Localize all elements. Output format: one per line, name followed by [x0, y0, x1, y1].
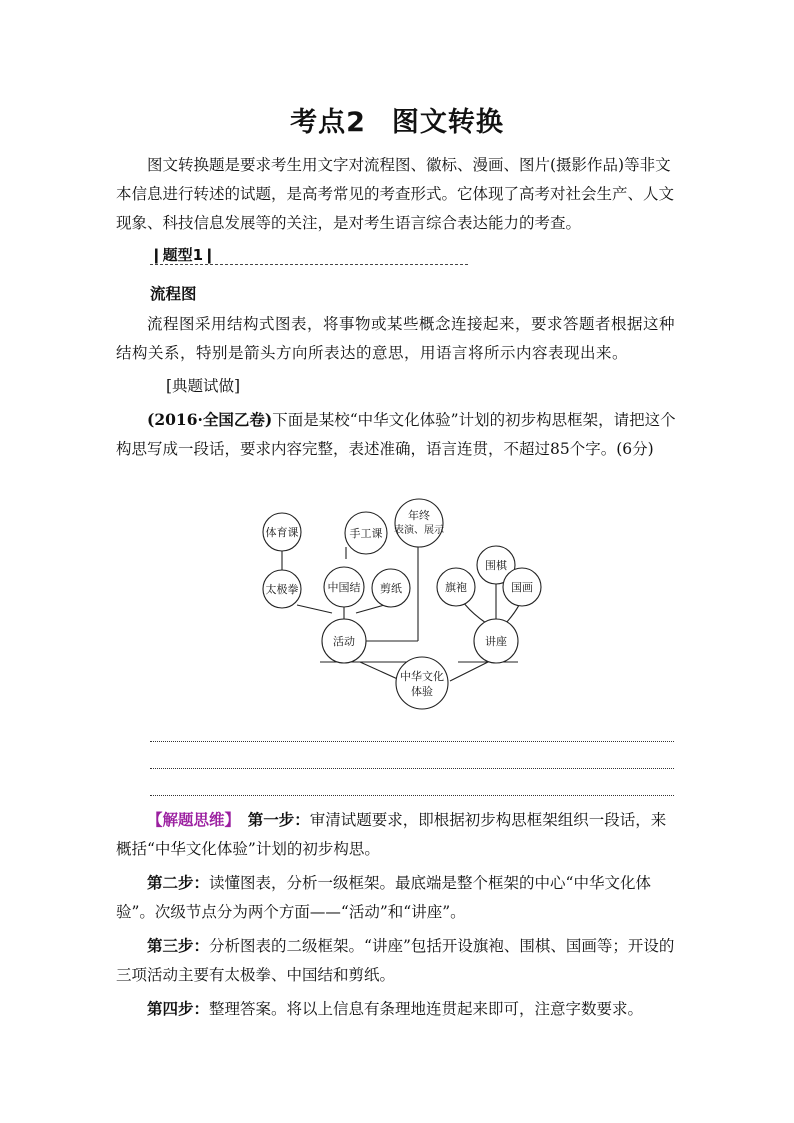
- branch-activity-taiji: [297, 605, 332, 613]
- analysis-step1: [116, 805, 676, 864]
- label-yearend-2: 表演、展示: [394, 525, 444, 536]
- step2-label: 第二步：: [147, 873, 210, 892]
- label-taiji: 太极拳: [265, 583, 299, 596]
- type-tag: ❙题型1❙: [150, 246, 216, 264]
- label-lecture: 讲座: [485, 635, 507, 648]
- label-pe: 体育课: [265, 526, 299, 539]
- label-craft: 手工课: [349, 527, 383, 540]
- analysis-step2: [116, 868, 676, 927]
- label-papercut: 剪纸: [380, 582, 402, 595]
- analysis-step4: [116, 994, 676, 1024]
- root-left-branch: [360, 662, 402, 681]
- question-text: 下面是某校“中华文化体验”计划的初步构思框架，请把这个构思写成一段话，要求内容完整，表述准确，语言连贯，不超过85个字。(6分): [116, 411, 676, 458]
- root-right-branch: [450, 662, 488, 681]
- example-label: [典题试做]: [166, 377, 241, 395]
- tag-divider: [150, 264, 468, 265]
- node-yearend: [395, 499, 443, 547]
- question: [116, 405, 676, 464]
- label-knot: 中国结: [327, 581, 361, 594]
- analysis-step3: [116, 931, 676, 990]
- title-number: 考点2: [290, 107, 366, 138]
- step3-label: 第三步：: [147, 936, 210, 955]
- label-activity: 活动: [333, 635, 355, 648]
- question-source: (2016·全国乙卷): [147, 410, 273, 429]
- step3-text: 分析图表的二级框架。“讲座”包括开设旗袍、围棋、国画等；开设的三项活动主要有太极拳、中国结和剪纸。: [116, 937, 675, 984]
- step2-text: 读懂图表，分析一级框架。最底端是整个框架的中心“中华文化体验”。次级节点分为两个方面——“活动”和“讲座”。: [116, 874, 651, 921]
- section-description: 流程图采用结构式图表，将事物或某些概念连接起来，要求答题者根据这种结构关系，特别是箭头方向所表达的意思，用语言将所示内容表现出来。: [116, 315, 676, 362]
- step4-text: 整理答案。将以上信息有条理地连贯起来即可，注意字数要求。: [209, 1000, 644, 1018]
- answer-line-1[interactable]: [150, 741, 674, 742]
- label-yearend-1: 年终: [408, 509, 430, 522]
- label-root-1: 中华文化: [400, 670, 444, 683]
- label-root-2: 体验: [411, 685, 433, 698]
- answer-line-3[interactable]: [150, 795, 674, 796]
- page-title: [0, 100, 794, 139]
- label-qipao: 旗袍: [445, 581, 467, 594]
- framework-diagram: [260, 495, 533, 715]
- label-guohua: 国画: [511, 581, 533, 594]
- label-weiqi: 围棋: [485, 559, 507, 572]
- step1-label: 第一步：: [247, 810, 310, 829]
- analysis-label: 【解题思维】: [147, 810, 233, 829]
- intro-paragraph: 图文转换题是要求考生用文字对流程图、徽标、漫画、图片(摄影作品)等非文本信息进行转述的试题，是高考常见的考查形式。它体现了高考对社会生产、人文现象、科技信息发展等的关注，是对考生语言综合表达能力的考查。: [116, 156, 675, 232]
- section-heading: 流程图: [150, 284, 197, 303]
- step1-text: 审清试题要求，即根据初步构思框架组织一段话，来概括“中华文化体验”计划的初步构思。: [116, 811, 667, 858]
- node-root: [396, 657, 448, 709]
- title-text: 图文转换: [391, 107, 504, 138]
- answer-line-2[interactable]: [150, 768, 674, 769]
- step4-label: 第四步：: [147, 999, 210, 1018]
